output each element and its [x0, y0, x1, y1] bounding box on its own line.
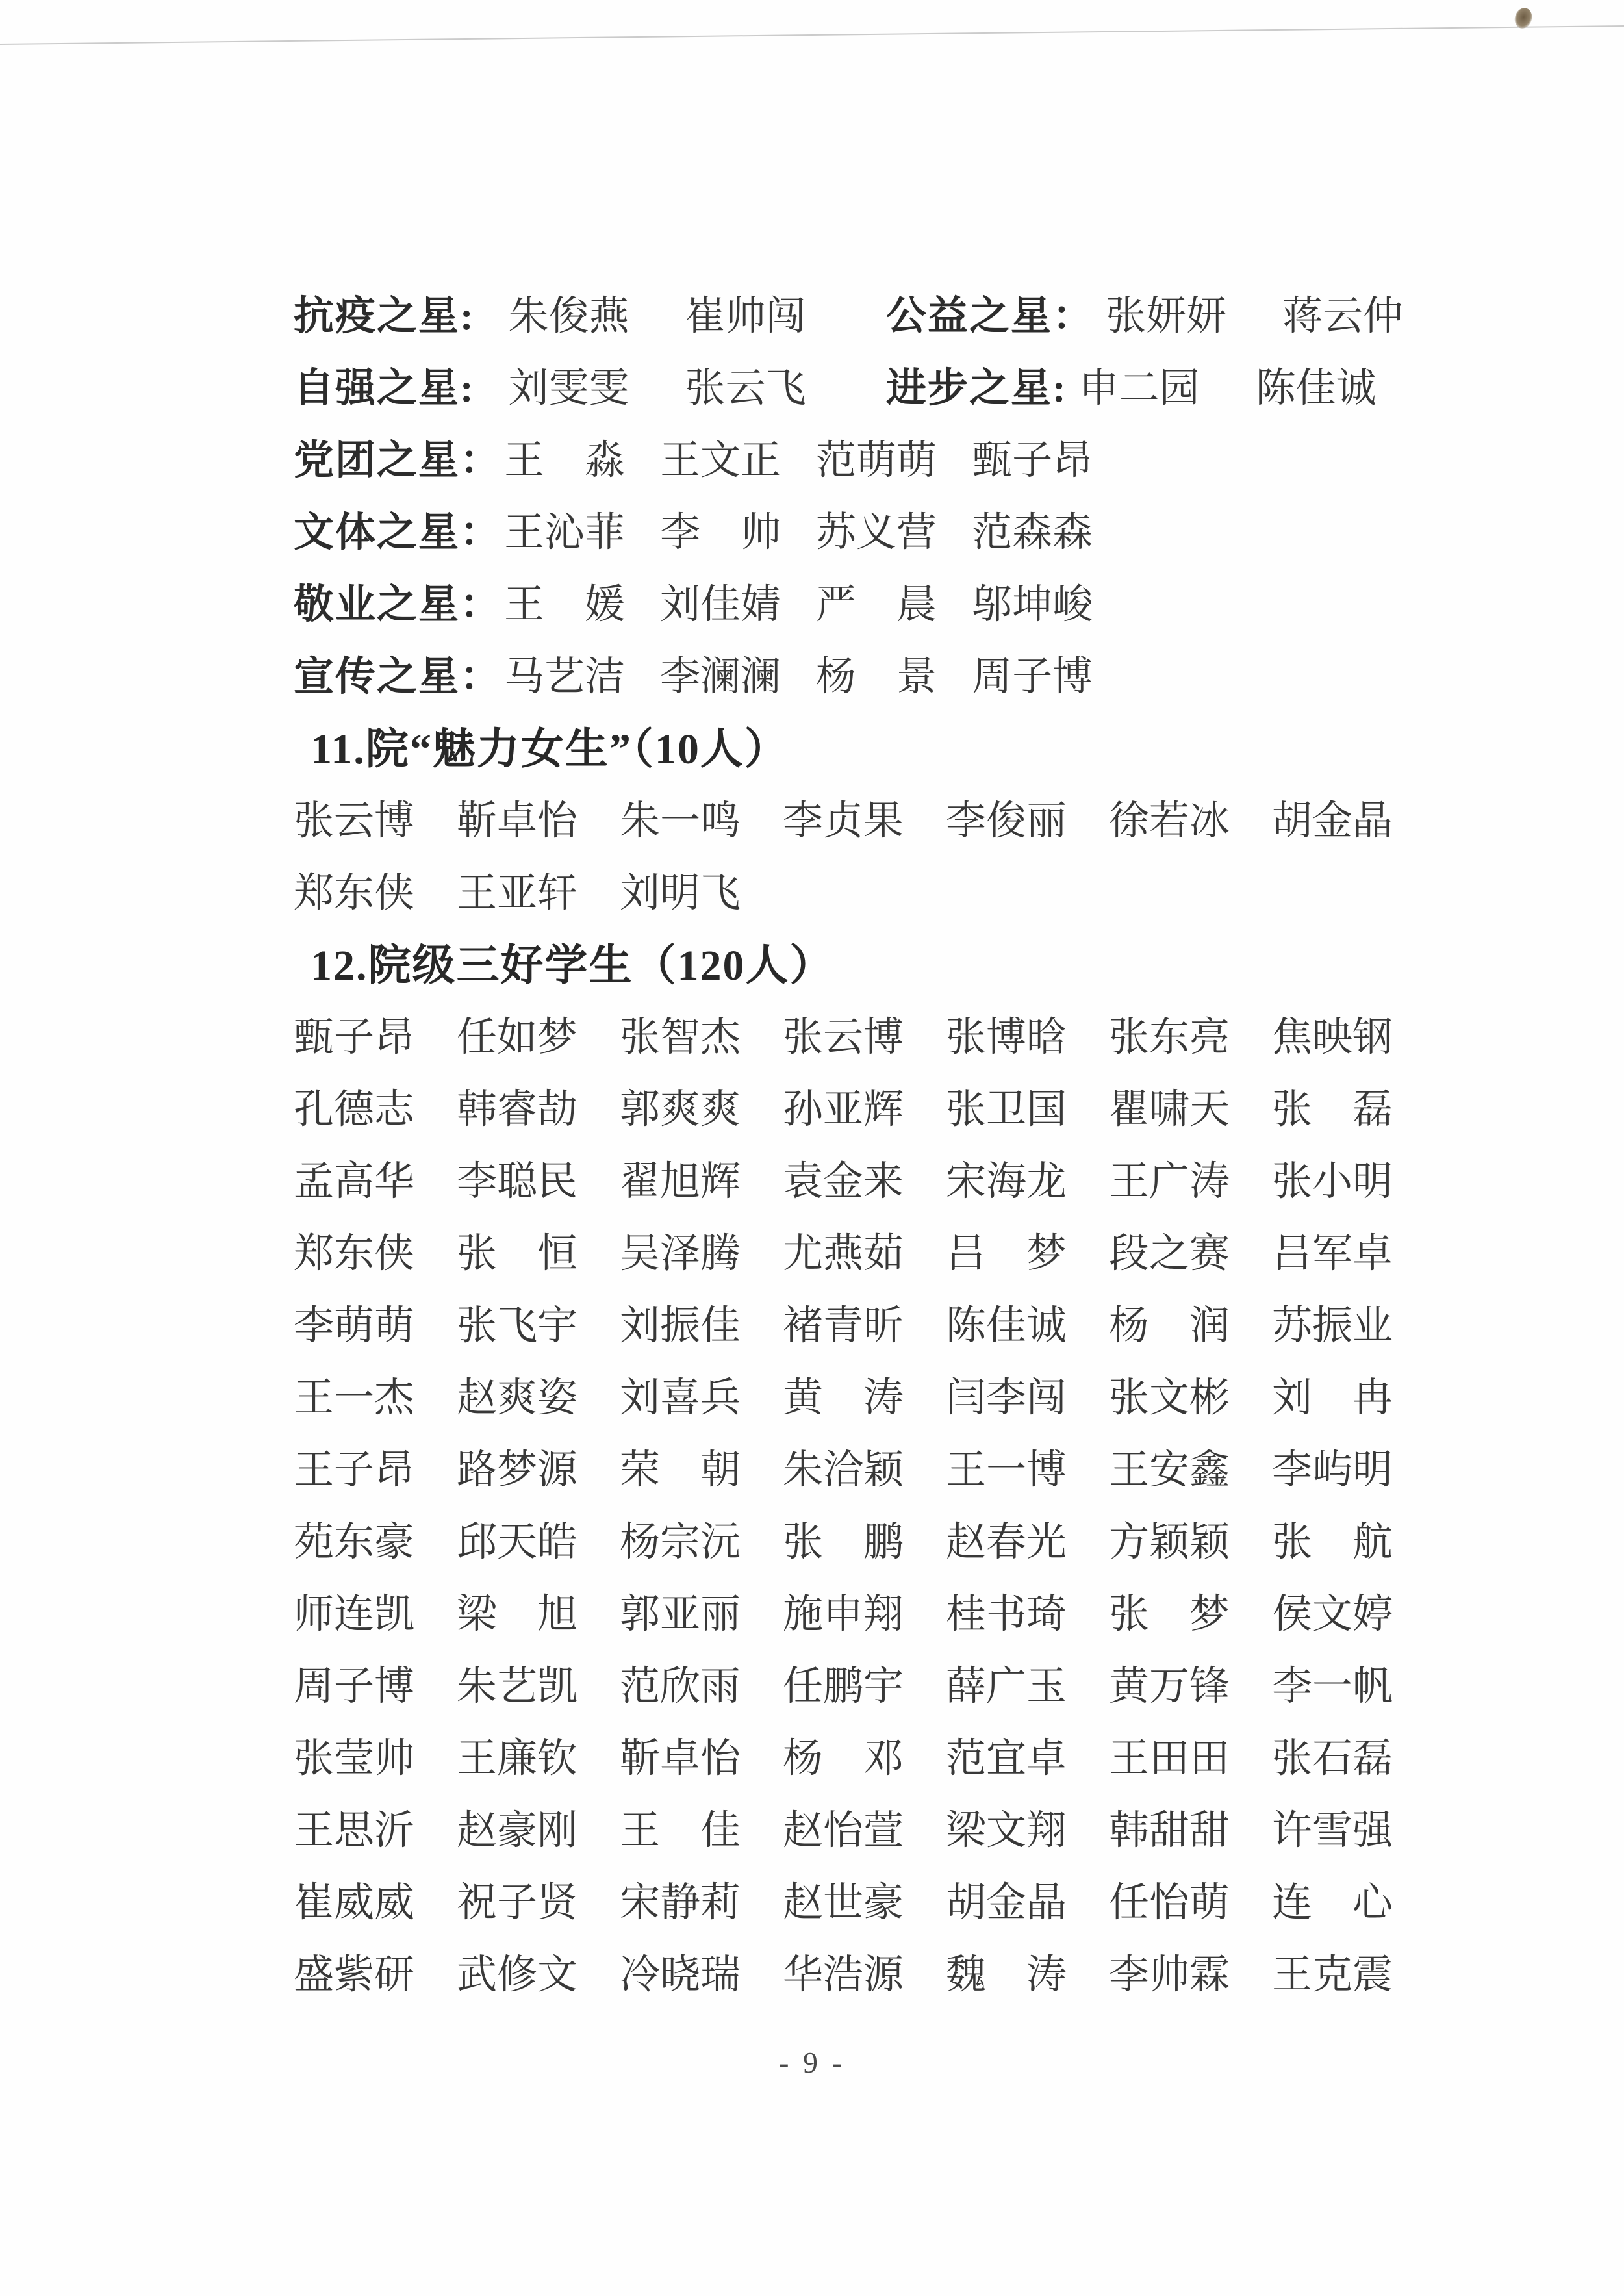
student-name: 朱洽颖: [783, 1448, 904, 1492]
student-name: 王文正: [660, 439, 781, 483]
scan-artifact-line: [0, 0, 1624, 65]
student-name: 周子博: [972, 655, 1093, 699]
star-row-single: [294, 637, 1437, 709]
names-grid: [294, 860, 1435, 918]
student-name: 桂书琦: [946, 1592, 1067, 1637]
star-category-label: 党团之星：: [294, 439, 502, 483]
star-row-double: [294, 348, 1437, 420]
student-name: 朱俊燕: [508, 294, 629, 338]
names-grid: [294, 1365, 1435, 1423]
document-content: [294, 276, 1437, 2007]
student-name: 郑东侠: [294, 1232, 415, 1276]
names-row: [294, 1214, 1437, 1286]
student-name: 刘雯雯: [508, 366, 629, 411]
student-name: 许雪强: [1272, 1809, 1393, 1853]
student-name: 刘佳婧: [660, 583, 781, 627]
student-name: 甄子昂: [972, 439, 1093, 483]
student-name: 邬坤峻: [972, 583, 1093, 627]
student-name: 焦映钢: [1272, 1015, 1393, 1060]
student-name: 胡金晶: [946, 1881, 1067, 1925]
student-name: 王田田: [1109, 1737, 1230, 1781]
student-name: 杨宗沅: [620, 1520, 741, 1564]
student-name: 宋静莉: [620, 1881, 741, 1925]
student-name: 王 淼: [504, 439, 626, 483]
student-name: 张石磊: [1272, 1737, 1393, 1781]
student-name: 张云飞: [685, 366, 806, 411]
names-row: [294, 781, 1437, 853]
student-name: 靳卓怡: [620, 1737, 741, 1781]
student-name: 梁文翔: [946, 1809, 1067, 1853]
student-name: 王沁菲: [504, 511, 626, 555]
student-name: 翟旭辉: [620, 1160, 741, 1204]
names-grid: [294, 1798, 1435, 1856]
student-name: 王一博: [946, 1448, 1067, 1492]
star-category-label: 进步之星:: [886, 366, 1067, 411]
names-row: [294, 1718, 1437, 1791]
star-names: [509, 355, 806, 413]
student-name: 王子昂: [294, 1448, 415, 1492]
student-name: 王 佳: [620, 1809, 741, 1853]
star-row-single: [294, 492, 1437, 565]
student-name: 崔威威: [294, 1881, 415, 1925]
student-name: 陈佳诚: [1255, 366, 1377, 411]
student-name: 张卫国: [946, 1088, 1067, 1132]
student-name: 赵爽姿: [457, 1376, 578, 1420]
names-row: [294, 1935, 1437, 2007]
star-category-label: 宣传之星：: [294, 655, 502, 699]
section-heading-12: [294, 925, 1437, 997]
student-name: 刘明飞: [620, 871, 741, 915]
student-name: 靳卓怡: [457, 799, 578, 843]
star-names: [1106, 283, 1403, 341]
star-names: [509, 283, 806, 341]
student-name: 张飞宇: [457, 1304, 578, 1348]
student-name: 段之赛: [1109, 1232, 1230, 1276]
star-names: [504, 500, 1093, 557]
student-name: 张东亮: [1109, 1015, 1230, 1060]
student-name: 张文彬: [1109, 1376, 1230, 1420]
student-name: 申二园: [1078, 366, 1200, 411]
names-grid: [294, 1221, 1435, 1279]
student-name: 李屿明: [1272, 1448, 1393, 1492]
student-name: 刘 冉: [1272, 1376, 1393, 1420]
student-name: 苏义营: [816, 511, 937, 555]
names-grid: [294, 1509, 1435, 1567]
student-name: 吕军卓: [1272, 1232, 1393, 1276]
student-name: 李贞果: [783, 799, 904, 843]
student-name: 祝子贤: [457, 1881, 578, 1925]
student-name: 任如梦: [457, 1015, 578, 1060]
star-names: [504, 427, 1093, 485]
names-row: [294, 853, 1437, 925]
student-name: 吕 梦: [946, 1232, 1067, 1276]
star-names: [504, 572, 1093, 630]
student-name: 郭爽爽: [620, 1088, 741, 1132]
student-name: 李一帆: [1272, 1665, 1393, 1709]
student-name: 赵春光: [946, 1520, 1067, 1564]
student-name: 薛广玉: [946, 1665, 1067, 1709]
star-category-label: 敬业之星：: [294, 583, 502, 627]
student-name: 徐若冰: [1109, 799, 1230, 843]
names-grid: [294, 1726, 1435, 1783]
student-name: 李聪民: [457, 1160, 578, 1204]
heading-text: 12.院级三好学生（120人）: [311, 942, 834, 989]
names-grid: [294, 1004, 1435, 1062]
names-row: [294, 1142, 1437, 1214]
names-grid: [294, 1942, 1435, 2000]
names-grid: [294, 1077, 1435, 1134]
student-name: 任怡萌: [1109, 1881, 1230, 1925]
student-name: 张妍妍: [1106, 294, 1227, 338]
names-grid: [294, 1437, 1435, 1495]
student-name: 郑东侠: [294, 871, 415, 915]
student-name: 严 晨: [816, 583, 937, 627]
student-name: 王安鑫: [1109, 1448, 1230, 1492]
student-name: 尤燕茹: [783, 1232, 904, 1276]
student-name: 崔帅闯: [685, 294, 806, 338]
student-name: 张博晗: [946, 1015, 1067, 1060]
student-name: 杨 景: [816, 655, 937, 699]
student-name: 孙亚辉: [783, 1088, 904, 1132]
star-category-label: 抗疫之星:: [294, 294, 475, 338]
student-name: 武修文: [457, 1953, 578, 1997]
student-name: 朱艺凯: [457, 1665, 578, 1709]
student-name: 王克震: [1272, 1953, 1393, 1997]
star-group-right: [886, 355, 1377, 413]
student-name: 张 磊: [1272, 1088, 1393, 1132]
star-row-double: [294, 276, 1437, 348]
student-name: 任鹏宇: [783, 1665, 904, 1709]
student-name: 韩睿劼: [457, 1088, 578, 1132]
student-name: 马艺洁: [504, 655, 626, 699]
student-name: 华浩源: [783, 1953, 904, 1997]
student-name: 胡金晶: [1272, 799, 1393, 843]
student-name: 方颖颖: [1109, 1520, 1230, 1564]
star-category-label: 自强之星:: [294, 366, 475, 411]
student-name: 袁金来: [783, 1160, 904, 1204]
star-group-left: [294, 283, 886, 341]
student-name: 王广涛: [1109, 1160, 1230, 1204]
student-name: 苑东豪: [294, 1520, 415, 1564]
student-name: 荣 朝: [620, 1448, 741, 1492]
names-grid: [294, 788, 1435, 846]
student-name: 李 帅: [660, 511, 781, 555]
student-name: 韩甜甜: [1109, 1809, 1230, 1853]
student-name: 邱天皓: [457, 1520, 578, 1564]
names-row: [294, 1069, 1437, 1142]
names-row: [294, 1646, 1437, 1718]
student-name: 孔德志: [294, 1088, 415, 1132]
names-row: [294, 1502, 1437, 1574]
names-grid: [294, 1581, 1435, 1639]
student-name: 瞿啸天: [1109, 1088, 1230, 1132]
student-name: 张 恒: [457, 1232, 578, 1276]
student-name: 褚青昕: [783, 1304, 904, 1348]
heading-text: 11.院“魅力女生”（10人）: [311, 726, 789, 773]
star-row-single: [294, 565, 1437, 637]
student-name: 范欣雨: [620, 1665, 741, 1709]
student-name: 范萌萌: [816, 439, 937, 483]
student-name: 张 航: [1272, 1520, 1393, 1564]
names-grid: [294, 1293, 1435, 1351]
student-name: 连 心: [1272, 1881, 1393, 1925]
student-name: 冷晓瑞: [620, 1953, 741, 1997]
student-name: 赵怡萱: [783, 1809, 904, 1853]
star-category-label: 文体之星：: [294, 511, 502, 555]
student-name: 朱一鸣: [620, 799, 741, 843]
names-row: [294, 1791, 1437, 1863]
student-name: 张莹帅: [294, 1737, 415, 1781]
names-grid: [294, 1870, 1435, 1928]
names-row: [294, 997, 1437, 1069]
star-row-single: [294, 420, 1437, 492]
star-group-right: [886, 283, 1403, 341]
names-grid: [294, 1653, 1435, 1711]
student-name: 杨 润: [1109, 1304, 1230, 1348]
star-category-label: 公益之星：: [886, 294, 1095, 338]
student-name: 甄子昂: [294, 1015, 415, 1060]
student-name: 赵豪刚: [457, 1809, 578, 1853]
student-name: 黄万锋: [1109, 1665, 1230, 1709]
student-name: 张云博: [783, 1015, 904, 1060]
student-name: 张 鹏: [783, 1520, 904, 1564]
student-name: 陈佳诚: [946, 1304, 1067, 1348]
student-name: 魏 涛: [946, 1953, 1067, 1997]
student-name: 苏振业: [1272, 1304, 1393, 1348]
star-group-left: [294, 355, 886, 413]
student-name: 黄 涛: [783, 1376, 904, 1420]
student-name: 周子博: [294, 1665, 415, 1709]
student-name: 蒋云仲: [1282, 294, 1404, 338]
names-grid: [294, 1149, 1435, 1206]
student-name: 刘喜兵: [620, 1376, 741, 1420]
student-name: 张云博: [294, 799, 415, 843]
student-name: 盛紫研: [294, 1953, 415, 1997]
student-name: 吴泽腾: [620, 1232, 741, 1276]
student-name: 范宜卓: [946, 1737, 1067, 1781]
student-name: 李澜澜: [660, 655, 781, 699]
section-heading-11: [294, 709, 1437, 781]
names-row: [294, 1430, 1437, 1502]
student-name: 李萌萌: [294, 1304, 415, 1348]
student-name: 王廉钦: [457, 1737, 578, 1781]
student-name: 赵世豪: [783, 1881, 904, 1925]
student-name: 张智杰: [620, 1015, 741, 1060]
student-name: 师连凯: [294, 1592, 415, 1637]
scan-smudge-mark: [1512, 6, 1535, 31]
student-name: 王思沂: [294, 1809, 415, 1853]
student-name: 李俊丽: [946, 799, 1067, 843]
student-name: 梁 旭: [457, 1592, 578, 1637]
student-name: 范森森: [972, 511, 1093, 555]
student-name: 张 梦: [1109, 1592, 1230, 1637]
student-name: 侯文婷: [1272, 1592, 1393, 1637]
names-row: [294, 1358, 1437, 1430]
student-name: 宋海龙: [946, 1160, 1067, 1204]
student-name: 闫李闯: [946, 1376, 1067, 1420]
student-name: 孟高华: [294, 1160, 415, 1204]
student-name: 王一杰: [294, 1376, 415, 1420]
student-name: 张小明: [1272, 1160, 1393, 1204]
names-row: [294, 1286, 1437, 1358]
student-name: 杨 邓: [783, 1737, 904, 1781]
student-name: 李帅霖: [1109, 1953, 1230, 1997]
names-row: [294, 1574, 1437, 1646]
student-name: 王亚轩: [457, 871, 578, 915]
student-name: 郭亚丽: [620, 1592, 741, 1637]
star-names: [504, 644, 1093, 702]
page-number: - 9 -: [779, 2046, 845, 2079]
student-name: 路梦源: [457, 1448, 578, 1492]
star-names: [1079, 355, 1377, 413]
names-row: [294, 1863, 1437, 1935]
student-name: 王 媛: [504, 583, 626, 627]
student-name: 刘振佳: [620, 1304, 741, 1348]
student-name: 施申翔: [783, 1592, 904, 1637]
